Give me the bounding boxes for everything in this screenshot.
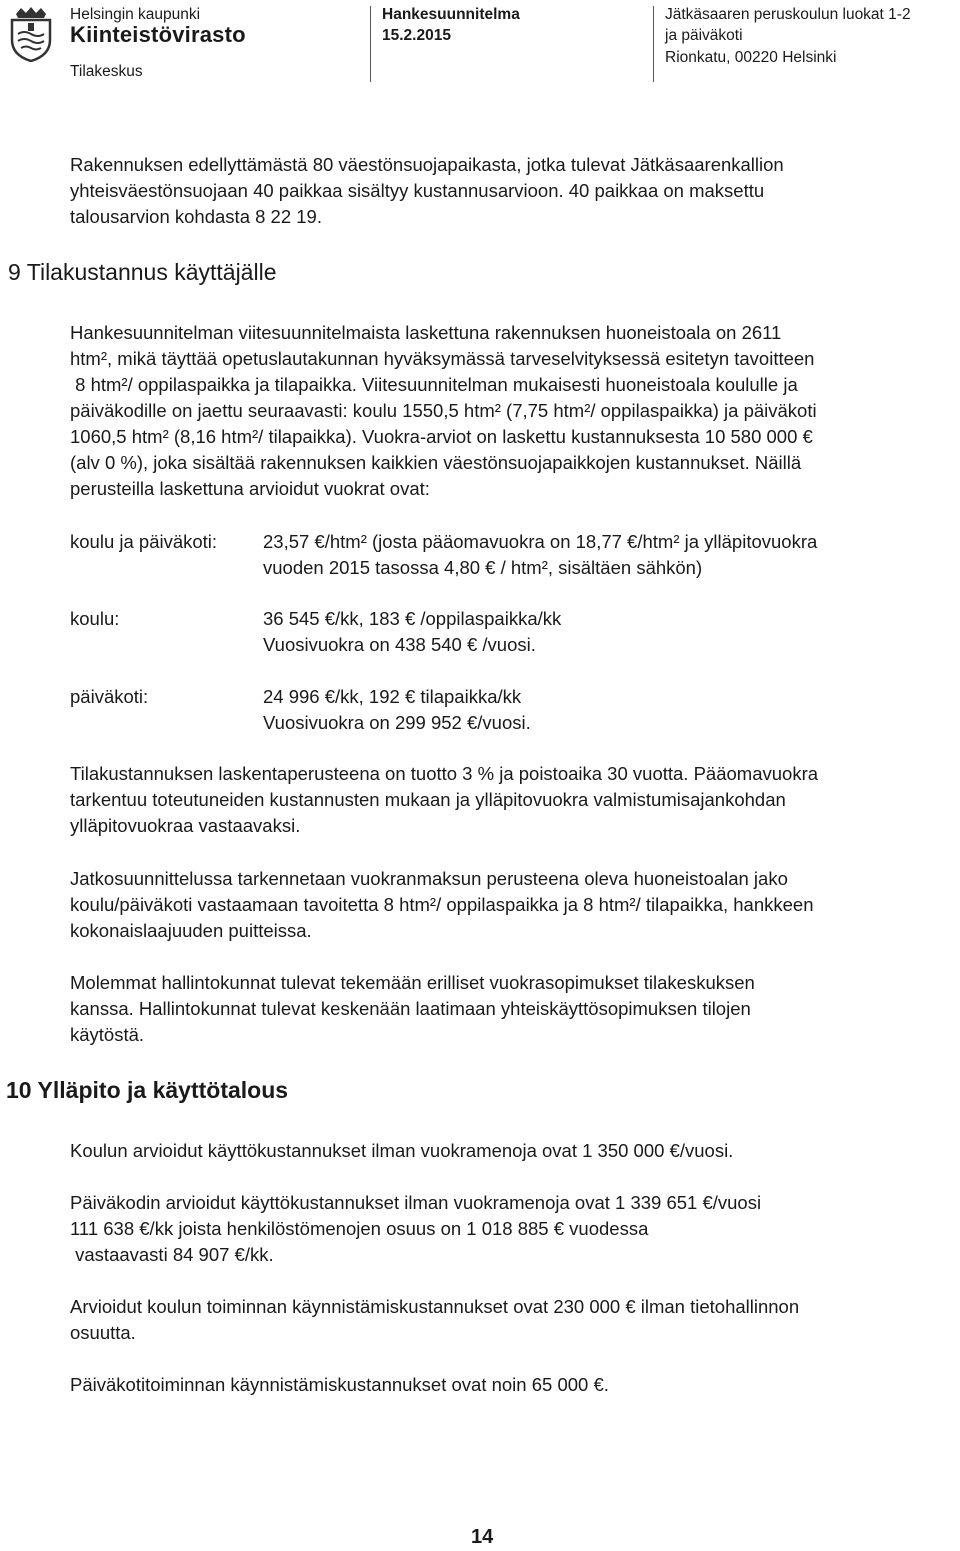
org-department: Kiinteistövirasto: [70, 22, 246, 47]
paragraph-line: osuutta.: [70, 1322, 136, 1343]
paragraph-line: ylläpitovuokraa vastaavaksi.: [70, 815, 301, 836]
rent-value: 36 545 €/kk, 183 € /oppilaspaikka/kk: [263, 608, 562, 629]
paragraph-line: päiväkodille on jaettu seuraavasti: koulu 1550,5 htm² (7,75 htm²/ oppilaspaikka) ja päiväkoti: [70, 400, 817, 421]
rent-label: päiväkoti:: [70, 686, 149, 707]
rent-value: 24 996 €/kk, 192 € tilapaikka/kk: [263, 686, 522, 707]
project-subtitle: ja päiväkoti: [665, 27, 743, 44]
paragraph-line: kanssa. Hallintokunnat tulevat keskenään laatimaan yhteiskäyttösopimuksen tilojen: [70, 998, 751, 1019]
paragraph-line: perusteilla laskettuna arvioidut vuokrat ovat:: [70, 478, 430, 499]
header-divider: [370, 6, 371, 82]
paragraph-line: käytöstä.: [70, 1024, 145, 1045]
paragraph-line: Päiväkotitoiminnan käynnistämiskustannukset ovat noin 65 000 €.: [70, 1374, 609, 1395]
paragraph-line: Arvioidut koulun toiminnan käynnistämiskustannukset ovat 230 000 € ilman tietohallinnon: [70, 1296, 800, 1317]
paragraph-line: htm², mikä täyttää opetuslautakunnan hyväksymässä tarveselvityksessä esitetyn tavoitteen: [70, 348, 815, 369]
rent-value: vuoden 2015 tasossa 4,80 € / htm², sisältäen sähkön): [263, 557, 703, 578]
paragraph-line: vastaavasti 84 907 €/kk.: [70, 1244, 274, 1265]
rent-label: koulu ja päiväkoti:: [70, 531, 218, 552]
project-address: Rionkatu, 00220 Helsinki: [665, 49, 837, 66]
paragraph-line: Päiväkodin arvioidut käyttökustannukset ilman vuokramenoja ovat 1 339 651 €/vuosi: [70, 1192, 762, 1213]
rent-value: Vuosivuokra on 299 952 €/vuosi.: [263, 712, 531, 733]
org-name: Helsingin kaupunki: [70, 6, 201, 23]
header-divider: [653, 6, 654, 82]
section-heading: 10 Ylläpito ja käyttötalous: [6, 1077, 289, 1103]
rent-value: 23,57 €/htm² (josta pääomavuokra on 18,77 €/htm² ja ylläpitovuokra: [263, 531, 818, 552]
paragraph-line: tarkentuu toteutuneiden kustannusten mukaan ja ylläpitovuokra valmistumisajankohdan: [70, 789, 786, 810]
org-unit: Tilakeskus: [70, 63, 143, 80]
section-heading: 9 Tilakustannus käyttäjälle: [8, 259, 277, 285]
rent-value: Vuosivuokra on 438 540 € /vuosi.: [263, 634, 536, 655]
doc-type: Hankesuunnitelma: [382, 6, 520, 23]
paragraph-line: Tilakustannuksen laskentaperusteena on tuotto 3 % ja poistoaika 30 vuotta. Pääomavuokra: [70, 763, 819, 784]
helsinki-coat-of-arms-icon: [6, 4, 56, 62]
project-name: Jätkäsaaren peruskoulun luokat 1-2: [665, 6, 911, 23]
page-number: 14: [471, 1526, 494, 1548]
paragraph-line: Jatkosuunnittelussa tarkennetaan vuokranmaksun perusteena oleva huoneistoalan jako: [70, 868, 788, 889]
paragraph-line: yhteisväestönsuojaan 40 paikkaa sisältyy kustannusarvioon. 40 paikkaa on maksettu: [70, 180, 765, 201]
paragraph-line: talousarvion kohdasta 8 22 19.: [70, 206, 322, 227]
paragraph-line: Molemmat hallintokunnat tulevat tekemään erilliset vuokrasopimukset tilakeskuksen: [70, 972, 755, 993]
paragraph-line: koulu/päiväkoti vastaamaan tavoitetta 8 htm²/ oppilaspaikka ja 8 htm²/ tilapaikka, hankkeen: [70, 894, 814, 915]
paragraph-line: Rakennuksen edellyttämästä 80 väestönsuojapaikasta, jotka tulevat Jätkäsaarenkallion: [70, 154, 784, 175]
paragraph-line: Hankesuunnitelman viitesuunnitelmaista laskettuna rakennuksen huoneistoala on 2611: [70, 322, 782, 343]
paragraph-line: (alv 0 %), joka sisältää rakennuksen kaikkien väestönsuojapaikkojen kustannukset. Näillä: [70, 452, 802, 473]
paragraph-line: 111 638 €/kk joista henkilöstömenojen osuus on 1 018 885 € vuodessa: [70, 1218, 649, 1239]
doc-date: 15.2.2015: [382, 27, 451, 44]
paragraph-line: kokonaislaajuuden puitteissa.: [70, 920, 312, 941]
rent-label: koulu:: [70, 608, 120, 629]
paragraph-line: 1060,5 htm² (8,16 htm²/ tilapaikka). Vuokra-arviot on laskettu kustannuksesta 10 580 000 €: [70, 426, 813, 447]
paragraph-line: 8 htm²/ oppilaspaikka ja tilapaikka. Viitesuunnitelman mukaisesti huoneistoala koululle ja: [70, 374, 798, 395]
paragraph-line: Koulun arvioidut käyttökustannukset ilman vuokramenoja ovat 1 350 000 €/vuosi.: [70, 1140, 734, 1161]
